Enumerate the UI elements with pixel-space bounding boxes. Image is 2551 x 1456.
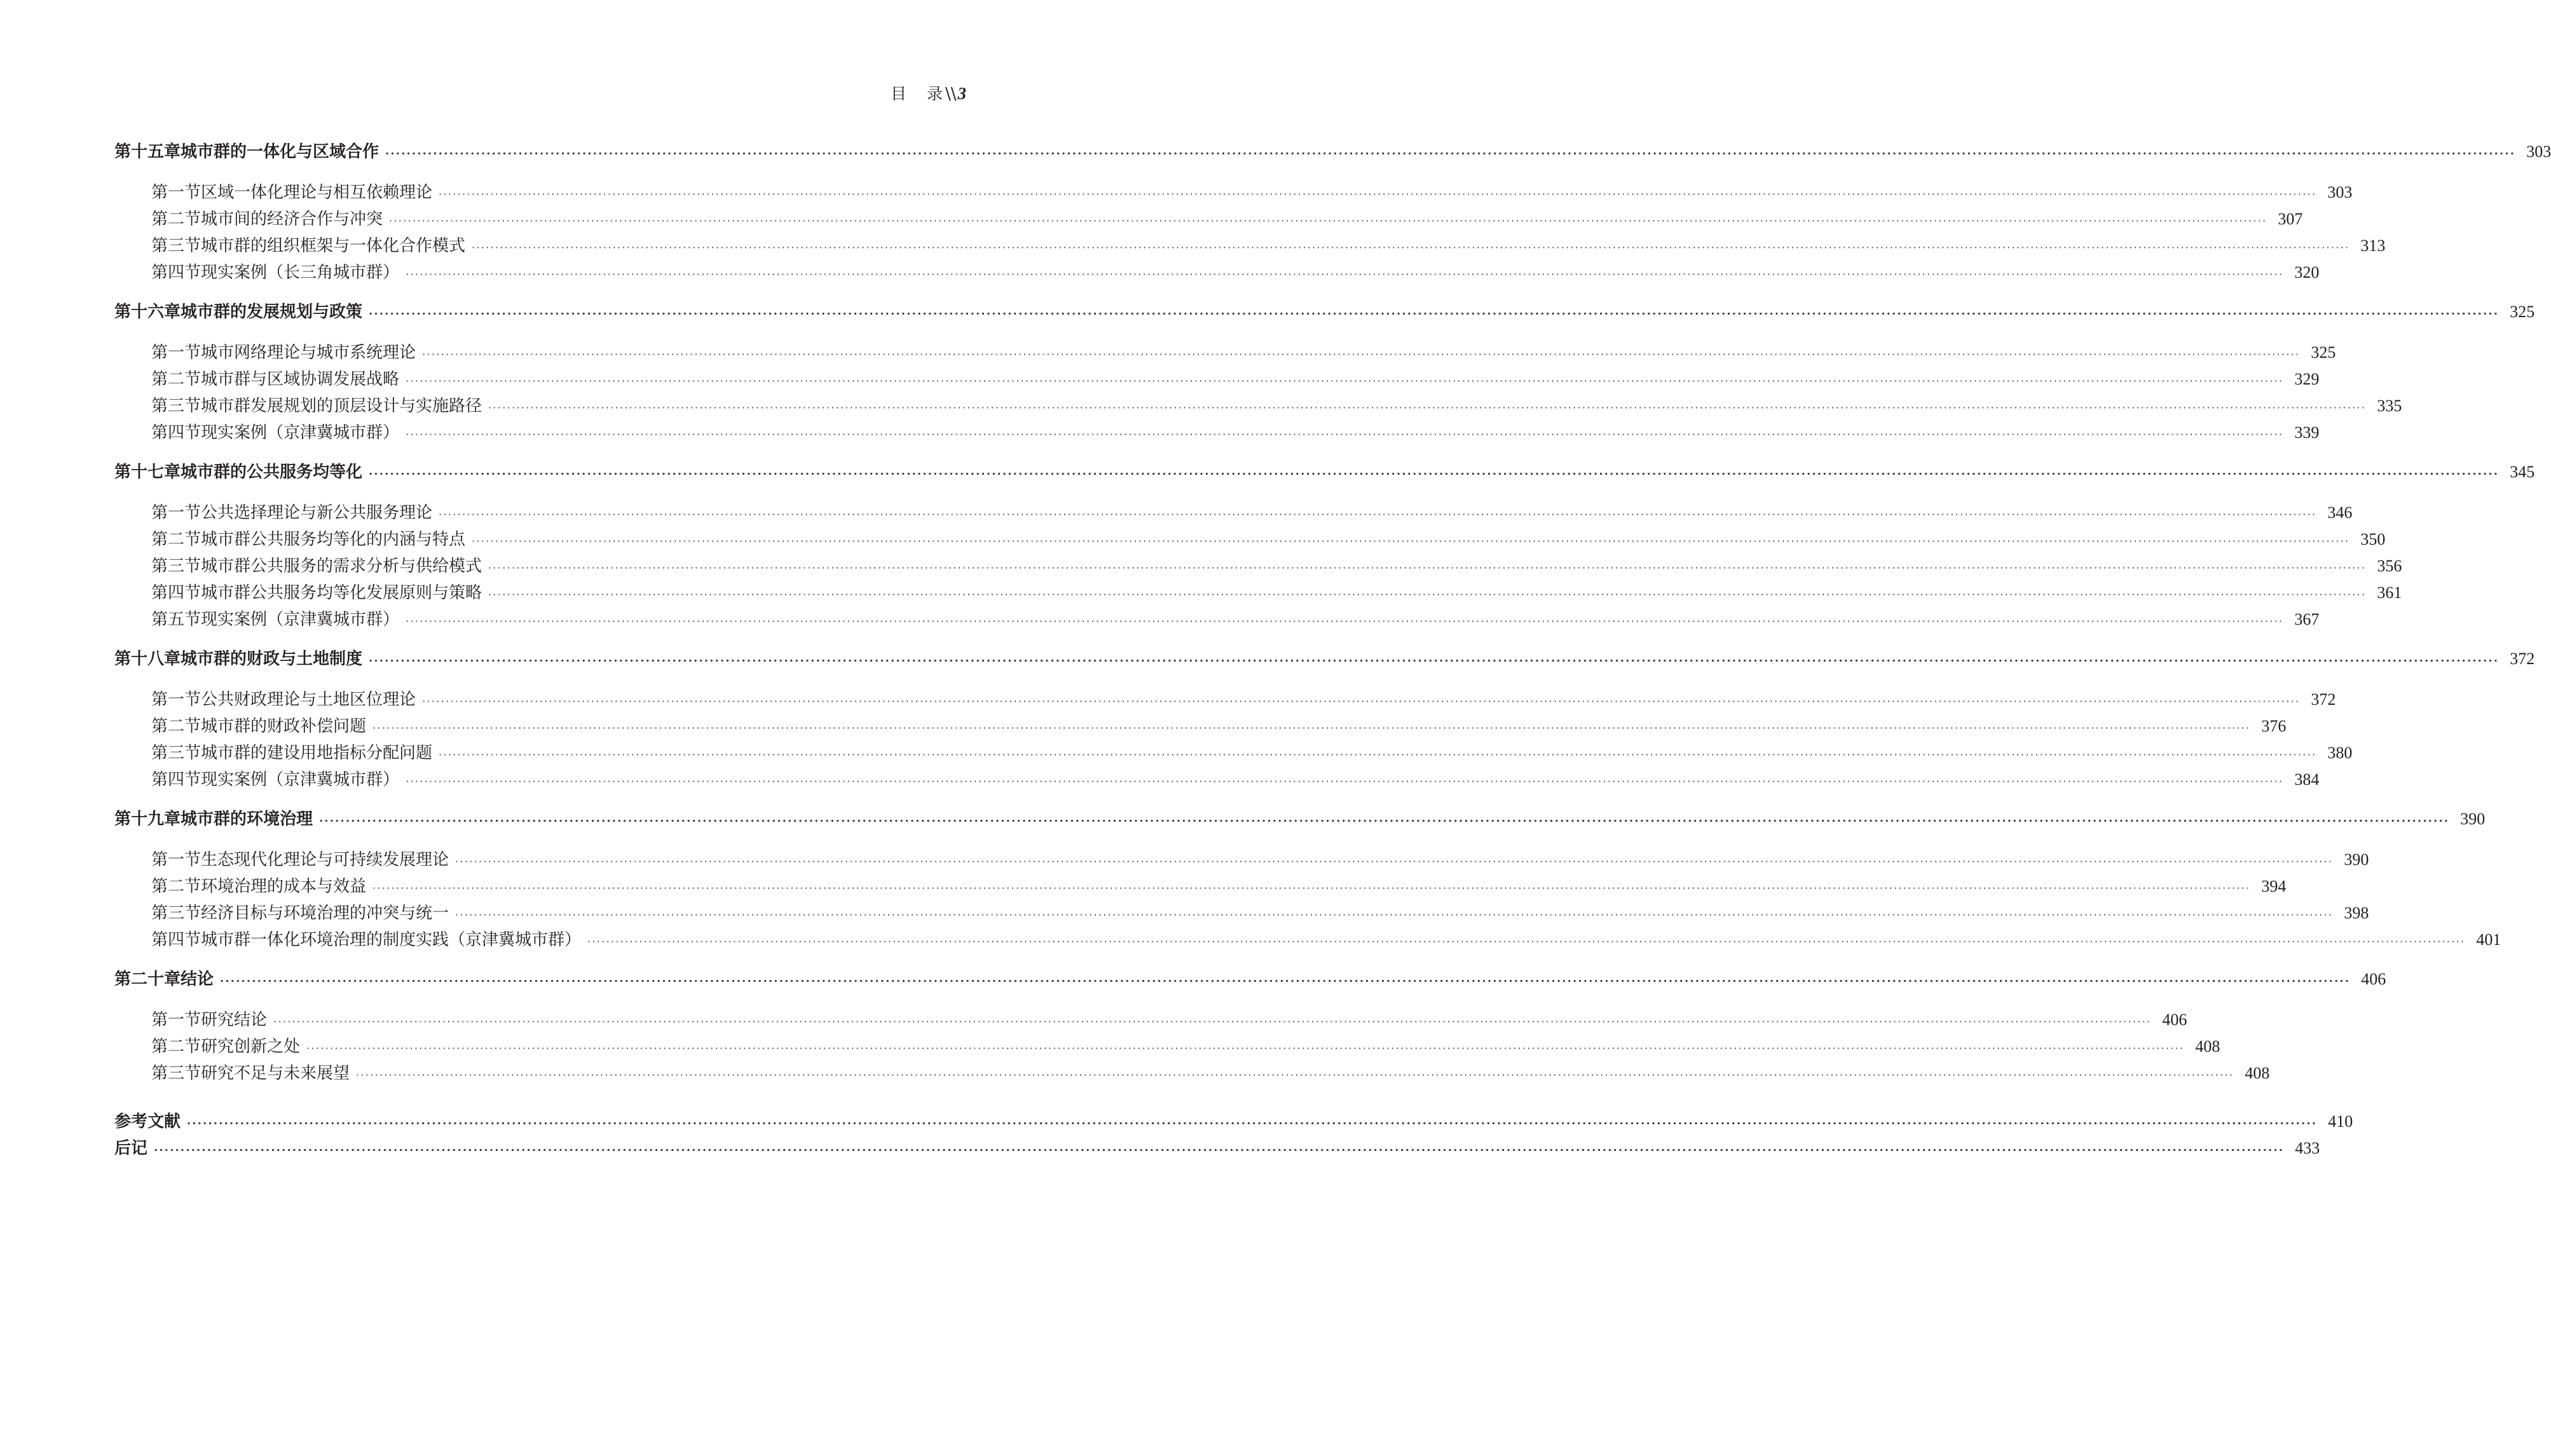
dot-leader: ················································································································································································································································································································································································································ <box>587 936 2466 948</box>
section-entry-title: 现实案例（京津冀城市群） <box>201 770 400 789</box>
dot-leader: ················································································································································································································································································································································································································ <box>369 308 2500 320</box>
chapter-entry-number: 第十六章 <box>114 303 181 322</box>
section-entry-title: 城市群发展规划的顶层设计与实施路径 <box>201 397 482 416</box>
afterword-entry-title: 后记 <box>114 1139 148 1158</box>
section-entry-number: 第一节 <box>151 503 202 522</box>
dot-leader: ················································································································································································································································································································································································································ <box>369 655 2500 667</box>
chapter-entry-page: 372 <box>2510 650 2535 668</box>
section-entry-page: 346 <box>2327 503 2353 522</box>
section-entry[interactable] <box>114 766 2320 793</box>
section-entry-page: 401 <box>2476 930 2501 949</box>
section-entry-title: 生态现代化理论与可持续发展理论 <box>201 850 449 869</box>
chapter-entry-number: 第十七章 <box>114 463 181 482</box>
section-entry-number: 第三节 <box>151 397 202 416</box>
chapter-entry-number: 第十八章 <box>114 650 181 669</box>
section-entry[interactable] <box>114 419 2320 446</box>
section-entry-number: 第二节 <box>151 717 202 736</box>
section-entry-number: 第一节 <box>151 343 202 362</box>
section-entry-number: 第二节 <box>151 370 202 389</box>
header-page-number: 3 <box>957 84 966 103</box>
chapter-entry-page: 390 <box>2460 810 2486 828</box>
section-entry[interactable] <box>114 1060 2270 1087</box>
section-entry-title: 现实案例（京津冀城市群） <box>201 423 400 442</box>
dot-leader: ················································································································································································································································································································································································································ <box>406 268 2284 280</box>
section-entry-number: 第二节 <box>151 530 202 549</box>
section-entry[interactable] <box>114 1033 2220 1060</box>
section-entry-title: 城市群与区域协调发展战略 <box>201 370 400 389</box>
section-entry[interactable] <box>114 580 2402 606</box>
section-entry-title: 城市间的经济合作与冲突 <box>201 210 383 229</box>
chapter-entry[interactable] <box>114 966 2386 993</box>
section-entry-page: 329 <box>2294 370 2320 388</box>
references-entry-title: 参考文献 <box>114 1112 181 1131</box>
dot-leader: ················································································································································································································································································································································································································ <box>406 428 2284 440</box>
section-entry-number: 第五节 <box>151 610 202 629</box>
chapter-entry-page: 325 <box>2510 303 2535 321</box>
dot-leader: ················································································································································································································································································································································································································ <box>273 1016 2152 1028</box>
section-entry-page: 356 <box>2377 557 2402 575</box>
references-entry[interactable] <box>114 1108 2353 1135</box>
section-entry-number: 第一节 <box>151 183 202 202</box>
section-entry[interactable] <box>114 873 2287 900</box>
dot-leader: ················································································································································································································································································································································································································ <box>406 375 2284 387</box>
section-entry-number: 第四节 <box>151 263 202 282</box>
section-entry[interactable] <box>114 606 2320 633</box>
section-entry[interactable] <box>114 740 2353 766</box>
section-entry[interactable] <box>114 179 2353 206</box>
section-entry-page: 408 <box>2195 1037 2220 1056</box>
section-entry-title: 城市群一体化环境治理的制度实践（京津冀城市群） <box>201 930 582 949</box>
chapter-entry-number: 第十九章 <box>114 810 181 829</box>
section-entry-number: 第二节 <box>151 210 202 229</box>
dot-leader: ················································································································································································································································································································································································································ <box>439 188 2317 200</box>
dot-leader: ················································································································································································································································································································································································································ <box>220 975 2351 987</box>
section-entry-title: 公共选择理论与新公共服务理论 <box>201 503 433 522</box>
section-entry-number: 第二节 <box>151 1037 202 1056</box>
dot-leader: ················································································································································································································································································································································································································ <box>154 1144 2285 1156</box>
dot-leader: ················································································································································································································································································································································································································ <box>455 855 2334 867</box>
section-entry-page: 361 <box>2377 583 2402 602</box>
afterword-entry[interactable] <box>114 1135 2320 1162</box>
dot-leader: ················································································································································································································································································································································································································ <box>389 215 2267 227</box>
section-entry-number: 第三节 <box>151 1064 202 1083</box>
dot-leader: ················································································································································································································································································································································································································ <box>488 402 2367 414</box>
section-entry-number: 第一节 <box>151 850 202 869</box>
header-separator: \\ <box>945 85 957 104</box>
section-entry-title: 城市群公共服务的需求分析与供给模式 <box>201 557 482 576</box>
dot-leader: ················································································································································································································································································································································································································ <box>422 348 2301 360</box>
dot-leader: ················································································································································································································································································································································································································ <box>472 242 2350 254</box>
chapter-entry-number: 第二十章 <box>114 970 181 989</box>
header-word-2: 录 <box>926 85 943 103</box>
section-entry-number: 第四节 <box>151 930 202 949</box>
section-entry-title: 城市群公共服务均等化的内涵与特点 <box>201 530 466 549</box>
dot-leader: ················································································································································································································································································································································································································ <box>406 615 2284 627</box>
header-word-1: 目 <box>890 85 906 103</box>
section-entry-page: 335 <box>2377 397 2402 415</box>
section-entry[interactable] <box>114 1007 2187 1033</box>
section-entry-page: 303 <box>2327 183 2353 201</box>
dot-leader: ················································································································································································································································································································································································································ <box>422 695 2301 707</box>
section-entry-number: 第二节 <box>151 877 202 896</box>
chapter-entry-title: 城市群的发展规划与政策 <box>181 303 363 322</box>
section-entry-page: 390 <box>2344 850 2369 869</box>
section-entry-title: 现实案例（长三角城市群） <box>201 263 400 282</box>
section-entry-page: 320 <box>2294 263 2320 282</box>
section-entry-title: 研究不足与未来展望 <box>201 1064 350 1083</box>
section-entry-number: 第三节 <box>151 904 202 923</box>
chapter-entry[interactable] <box>114 806 2486 833</box>
chapter-entry-title: 结论 <box>181 970 214 989</box>
dot-leader: ················································································································································································································································································································································································································ <box>406 775 2284 787</box>
section-entry[interactable] <box>114 259 2320 286</box>
section-entry-number: 第三节 <box>151 557 202 576</box>
chapter-entry-title: 城市群的环境治理 <box>181 810 313 829</box>
chapter-entry-page: 303 <box>2526 142 2551 161</box>
section-entry[interactable] <box>114 686 2336 713</box>
chapter-entry-title: 城市群的公共服务均等化 <box>181 463 363 482</box>
section-entry-title: 城市群的财政补偿问题 <box>201 717 367 736</box>
chapter-entry[interactable] <box>114 139 2551 165</box>
dot-leader: ················································································································································································································································································································································································································ <box>306 1042 2185 1054</box>
section-entry[interactable] <box>114 847 2369 873</box>
section-entry-number: 第四节 <box>151 770 202 789</box>
section-entry-page: 398 <box>2344 904 2369 922</box>
section-entry-number: 第三节 <box>151 744 202 763</box>
afterword-entry-page: 433 <box>2295 1139 2320 1157</box>
chapter-entry-title: 城市群的一体化与区域合作 <box>181 142 380 161</box>
chapter-entry[interactable] <box>114 299 2535 325</box>
dot-leader: ················································································································································································································································································································································································································ <box>439 749 2317 761</box>
chapter-entry-number: 第十五章 <box>114 142 181 161</box>
section-entry-page: 408 <box>2245 1064 2270 1082</box>
section-entry-page: 394 <box>2261 877 2287 895</box>
section-entry-page: 313 <box>2360 236 2386 255</box>
section-entry-number: 第三节 <box>151 236 202 255</box>
section-entry-page: 384 <box>2294 770 2320 789</box>
dot-leader: ················································································································································································································································································································································································································ <box>373 882 2251 894</box>
section-entry-title: 公共财政理论与土地区位理论 <box>201 690 416 709</box>
dot-leader: ················································································································································································································································································································································································································ <box>369 468 2500 480</box>
dot-leader: ················································································································································································································································································································································································································ <box>319 815 2450 827</box>
running-header <box>891 81 966 104</box>
section-entry-number: 第一节 <box>151 690 202 709</box>
section-entry-title: 城市群的建设用地指标分配问题 <box>201 744 433 763</box>
section-entry-number: 第四节 <box>151 423 202 442</box>
section-entry-page: 406 <box>2162 1010 2187 1029</box>
dot-leader: ················································································································································································································································································································································································································ <box>472 535 2350 547</box>
chapter-entry[interactable] <box>114 646 2535 672</box>
section-entry-title: 现实案例（京津冀城市群） <box>201 610 400 629</box>
section-entry-page: 376 <box>2261 717 2287 735</box>
section-entry[interactable] <box>114 206 2303 233</box>
table-of-contents <box>114 139 2551 1162</box>
section-entry-title: 城市群的组织框架与一体化合作模式 <box>201 236 466 255</box>
chapter-entry-page: 406 <box>2361 970 2386 988</box>
section-entry[interactable] <box>114 553 2402 580</box>
dot-leader: ················································································································································································································································································································································································································ <box>187 1117 2318 1129</box>
chapter-entry-page: 345 <box>2510 463 2535 481</box>
section-entry-title: 研究结论 <box>201 1010 268 1030</box>
dot-leader: ················································································································································································································································································································································································································ <box>488 562 2367 574</box>
section-entry[interactable] <box>114 927 2501 953</box>
section-entry-page: 339 <box>2294 423 2320 442</box>
section-entry-title: 经济目标与环境治理的冲突与统一 <box>201 904 449 923</box>
section-entry-page: 350 <box>2360 530 2386 548</box>
chapter-entry-title: 城市群的财政与土地制度 <box>181 650 363 669</box>
section-entry-title: 城市网络理论与城市系统理论 <box>201 343 416 362</box>
section-entry-title: 研究创新之处 <box>201 1037 301 1056</box>
section-entry-title: 环境治理的成本与效益 <box>201 877 367 896</box>
chapter-entry[interactable] <box>114 459 2535 486</box>
section-entry-page: 372 <box>2311 690 2336 709</box>
dot-leader: ················································································································································································································································································································································································································ <box>373 722 2251 734</box>
dot-leader: ················································································································································································································································································································································································································ <box>455 909 2334 921</box>
section-entry[interactable] <box>114 526 2386 553</box>
section-entry[interactable] <box>114 713 2287 740</box>
section-entry-page: 380 <box>2327 744 2353 762</box>
section-entry-title: 城市群公共服务均等化发展原则与策略 <box>201 583 482 602</box>
section-entry[interactable] <box>114 366 2320 393</box>
section-entry-number: 第四节 <box>151 583 202 602</box>
dot-leader: ················································································································································································································································································································································································································ <box>385 147 2516 160</box>
section-entry-page: 325 <box>2311 343 2336 362</box>
section-entry[interactable] <box>114 500 2353 526</box>
references-entry-page: 410 <box>2328 1112 2353 1131</box>
dot-leader: ················································································································································································································································································································································································································ <box>356 1069 2234 1081</box>
section-entry[interactable] <box>114 339 2336 366</box>
dot-leader: ················································································································································································································································································································································································································ <box>488 589 2367 601</box>
section-entry-number: 第一节 <box>151 1010 202 1030</box>
section-entry[interactable] <box>114 233 2386 259</box>
dot-leader: ················································································································································································································································································································································································································ <box>439 508 2317 520</box>
section-entry[interactable] <box>114 393 2402 419</box>
section-entry-page: 307 <box>2278 210 2303 228</box>
section-entry-title: 区域一体化理论与相互依赖理论 <box>201 183 433 202</box>
section-entry[interactable] <box>114 900 2369 927</box>
section-entry-page: 367 <box>2294 610 2320 629</box>
